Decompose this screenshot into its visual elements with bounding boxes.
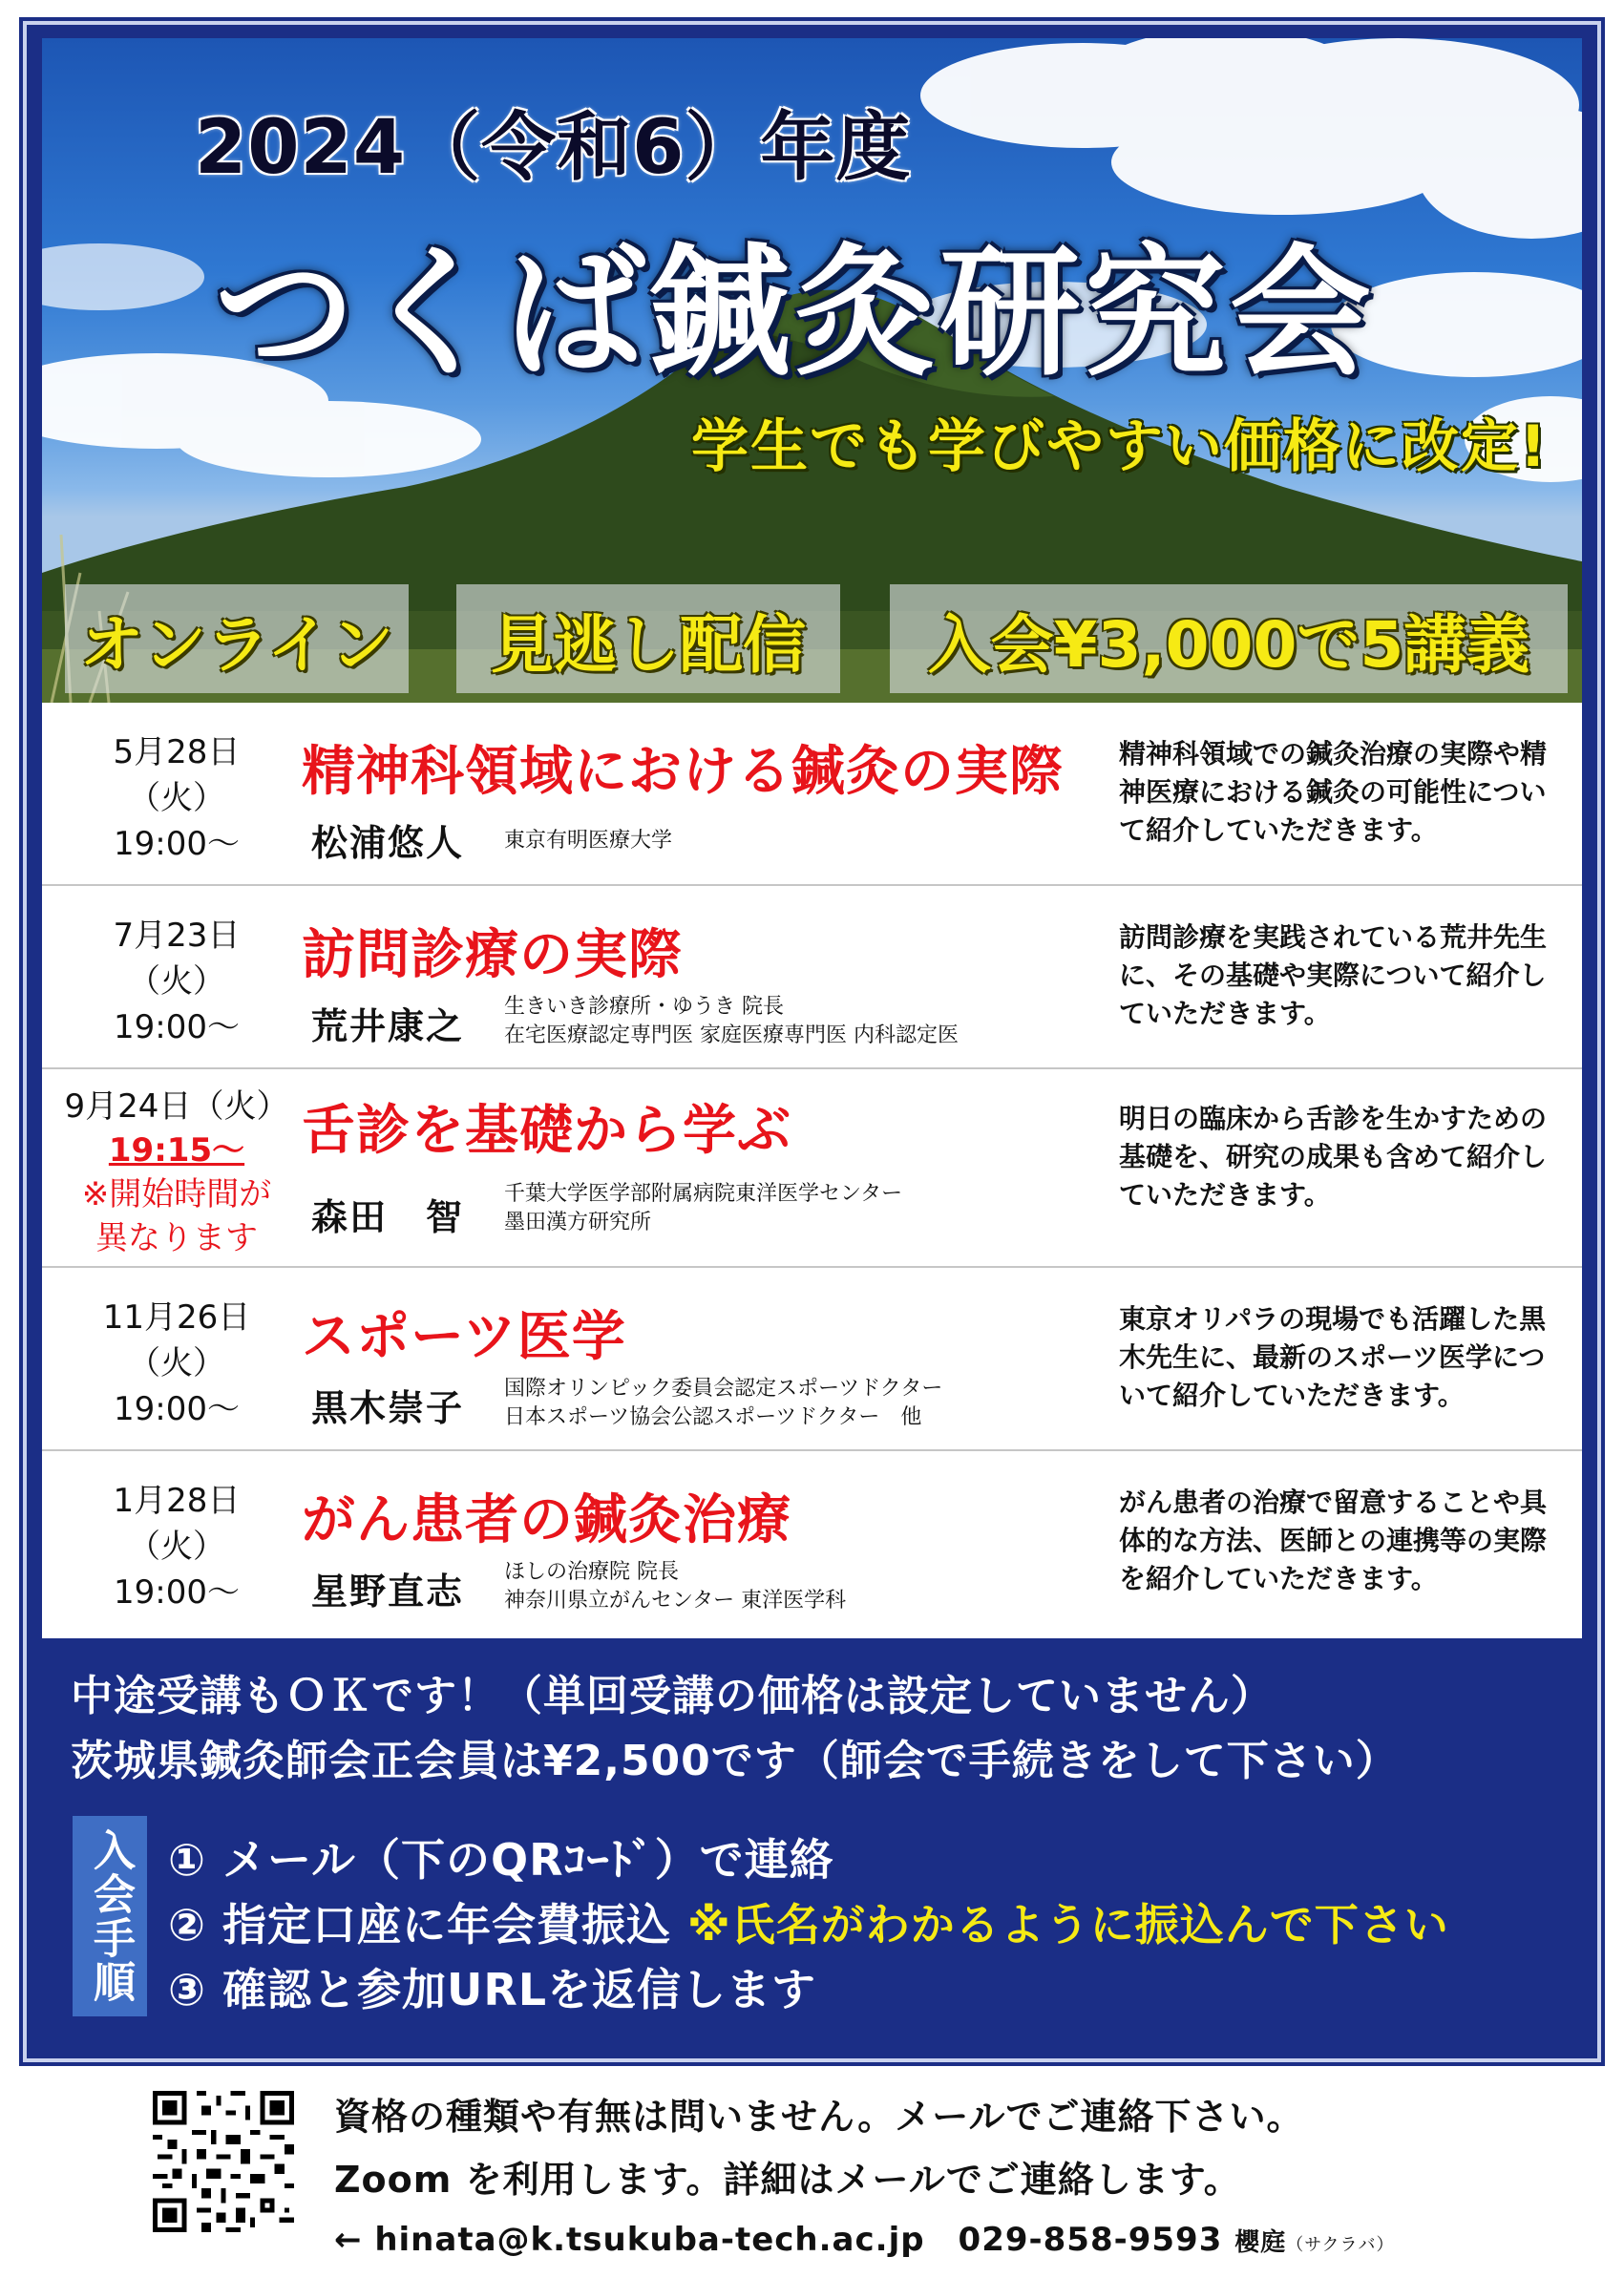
lecture-description: 訪問診療を実践されている荒井先生に、その基礎や実際について紹介していただきます。 [1119,921,1548,1029]
contact-name: 櫻庭 [1234,2228,1287,2257]
start-time: 19:00～ [114,825,240,863]
speaker-name: 黒木崇子 [311,1387,465,1429]
step-2-highlight: ※氏名がわかるように振込んで下さい [686,1899,1449,1951]
start-time: 19:15～ [108,1131,245,1170]
enrollment-step-1: ① メール（下のQRｺｰﾄﾞ）で連絡 [168,1834,834,1886]
speaker-affiliation [504,827,672,855]
lecture-description: 明日の臨床から舌診を生かすための基礎を、研究の成果も含めて紹介していただきます。 [1119,1103,1548,1211]
notice-member-discount: 茨城県鍼灸師会正会員は¥2,500です（師会で手続きをして下さい） [71,1737,1399,1785]
lecture-date [48,1478,306,1615]
eligibility-note: 資格の種類や有無は問いません。メールでご連絡下さい。 [334,2096,1304,2138]
contact-name-kana: （サクラバ） [1286,2235,1395,2255]
weekday-text: （火） [128,779,225,817]
feature-badge-replay: 見逃し配信 [456,584,840,693]
affiliation-line: 日本スポーツ協会公認スポーツドクター 他 [504,1405,922,1429]
contact-email-phone[interactable]: ← hinata@k.tsukuba-tech.ac.jp 029-858-9593 [334,2221,1223,2259]
lecture-date [48,1085,306,1260]
speaker-affiliation [504,1558,846,1615]
lecture-schedule [42,703,1582,1638]
lecture-row [42,886,1582,1069]
notice-midway-enrollment: 中途受講もＯＫです！（単回受講の価格は設定していません） [71,1672,1274,1720]
speaker-name: 荒井康之 [311,1005,465,1047]
date-text: 5月28日 [113,733,241,771]
hero-banner [42,38,1582,703]
start-time: 19:00～ [114,1390,240,1428]
affiliation-line: 神奈川県立がんセンター 東洋医学科 [504,1589,847,1613]
affiliation-line: 国際オリンピック委員会認定スポーツドクター [504,1377,943,1401]
date-text: 7月23日 [113,917,241,955]
affiliation-line: 千葉大学医学部附属病院東洋医学センター [504,1182,903,1206]
lecture-title: 訪問診療の実際 [302,924,683,986]
feature-badge-online: オンライン [65,584,409,693]
enrollment-step-2 [168,1890,1449,1953]
affiliation-line: 在宅医療認定専門医 家庭医療専門医 内科認定医 [504,1023,959,1047]
zoom-note: Zoom を利用します。詳細はメールでご連絡します。 [334,2159,1241,2201]
lecture-description: 東京オリパラの現場でも活躍した黒木先生に、最新のスポーツ医学について紹介していただきます。 [1119,1303,1547,1411]
contact-info [334,2213,1395,2260]
affiliation-line: ほしの治療院 院長 [504,1560,679,1584]
weekday-text: （火） [128,1528,225,1566]
feature-badge-membership-fee: 入会¥3,000で5講義 [890,584,1568,693]
date-text: 11月26日 [102,1298,251,1337]
speaker-affiliation [504,993,959,1050]
weekday-text: （火） [128,1344,225,1382]
speaker-name: 松浦悠人 [311,822,465,864]
start-time: 19:00～ [114,1573,240,1612]
lecture-description: がん患者の治療で留意することや具体的な方法、医師との連携等の実際を紹介していただきます。 [1119,1487,1548,1594]
date-text: 9月24日（火） [64,1087,289,1126]
lecture-row [42,703,1582,886]
lecture-date [48,729,306,867]
start-time: 19:00～ [114,1008,240,1046]
speaker-name: 星野直志 [311,1571,465,1613]
enrollment-step-3: ③ 確認と参加URLを返信します [168,1964,817,2015]
affiliation-line: 生きいき診療所・ゆうき 院長 [504,995,784,1019]
date-text: 1月28日 [113,1482,241,1520]
lecture-row [42,1069,1582,1268]
lecture-date [48,1295,306,1432]
fiscal-year-heading: 2024（令和6）年度 [195,105,912,191]
lecture-title: スポーツ医学 [302,1306,626,1368]
step-2-text: ② 指定口座に年会費振込 [168,1899,671,1951]
lecture-row [42,1451,1582,1635]
time-change-note: 異なります [95,1219,258,1257]
affiliation-line: 墨田漢方研究所 [504,1211,652,1234]
speaker-affiliation [504,1375,942,1432]
page-title: つくば鍼灸研究会 [214,231,1375,395]
lecture-title: 精神科領域における鍼灸の実際 [302,741,1064,803]
lecture-title: がん患者の鍼灸治療 [302,1489,791,1551]
affiliation-line: 東京有明医療大学 [504,829,673,853]
lecture-description: 精神科領域での鍼灸治療の実際や精神医療における鍼灸の可能性について紹介していただきます。 [1119,738,1548,846]
weekday-text: （火） [128,962,225,1001]
lecture-title: 舌診を基礎から学ぶ [302,1100,791,1162]
qr-code-icon[interactable] [153,2091,294,2232]
speaker-name: 森田 智 [311,1196,465,1238]
lecture-date [48,913,306,1050]
price-revision-subtitle: 学生でも学びやすい価格に改定! [691,413,1549,480]
enrollment-steps-label: 入会手順 [73,1816,147,2016]
time-change-note: ※開始時間が [81,1175,272,1213]
lecture-row [42,1268,1582,1451]
speaker-affiliation [504,1180,902,1237]
